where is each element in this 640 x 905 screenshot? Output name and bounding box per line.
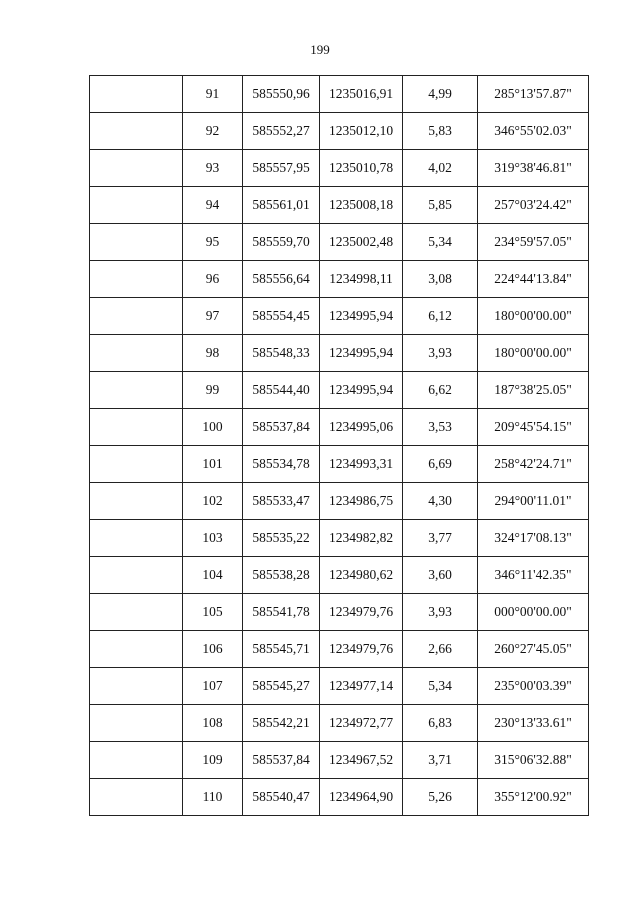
table-row [90, 298, 589, 335]
point-number-cell: 102 [183, 483, 243, 520]
distance-cell: 5,34 [403, 224, 478, 261]
row-blank-cell [90, 76, 183, 113]
direction-angle-cell: 000°00'00.00" [478, 594, 589, 631]
y-coordinate-cell: 1234995,94 [320, 335, 403, 372]
row-blank-cell [90, 150, 183, 187]
table-row [90, 409, 589, 446]
distance-cell: 5,85 [403, 187, 478, 224]
x-coordinate-cell: 585535,22 [243, 520, 320, 557]
table-row [90, 335, 589, 372]
distance-cell: 6,69 [403, 446, 478, 483]
point-number-cell: 108 [183, 705, 243, 742]
point-number-cell: 94 [183, 187, 243, 224]
direction-angle-cell: 260°27'45.05" [478, 631, 589, 668]
direction-angle-cell: 324°17'08.13" [478, 520, 589, 557]
distance-cell: 6,62 [403, 372, 478, 409]
coordinates-table [89, 75, 589, 816]
distance-cell: 3,08 [403, 261, 478, 298]
direction-angle-cell: 230°13'33.61" [478, 705, 589, 742]
direction-angle-cell: 285°13'57.87" [478, 76, 589, 113]
row-blank-cell [90, 631, 183, 668]
table-row [90, 187, 589, 224]
x-coordinate-cell: 585533,47 [243, 483, 320, 520]
table-row [90, 631, 589, 668]
direction-angle-cell: 258°42'24.71" [478, 446, 589, 483]
point-number-cell: 92 [183, 113, 243, 150]
row-blank-cell [90, 409, 183, 446]
x-coordinate-cell: 585556,64 [243, 261, 320, 298]
table-row [90, 113, 589, 150]
row-blank-cell [90, 372, 183, 409]
table-row [90, 705, 589, 742]
table-row [90, 150, 589, 187]
point-number-cell: 103 [183, 520, 243, 557]
point-number-cell: 95 [183, 224, 243, 261]
x-coordinate-cell: 585541,78 [243, 594, 320, 631]
y-coordinate-cell: 1234995,94 [320, 298, 403, 335]
direction-angle-cell: 180°00'00.00" [478, 298, 589, 335]
row-blank-cell [90, 705, 183, 742]
point-number-cell: 100 [183, 409, 243, 446]
direction-angle-cell: 319°38'46.81" [478, 150, 589, 187]
direction-angle-cell: 235°00'03.39" [478, 668, 589, 705]
distance-cell: 3,53 [403, 409, 478, 446]
y-coordinate-cell: 1234980,62 [320, 557, 403, 594]
y-coordinate-cell: 1235016,91 [320, 76, 403, 113]
direction-angle-cell: 294°00'11.01" [478, 483, 589, 520]
y-coordinate-cell: 1234979,76 [320, 594, 403, 631]
x-coordinate-cell: 585557,95 [243, 150, 320, 187]
row-blank-cell [90, 520, 183, 557]
x-coordinate-cell: 585537,84 [243, 742, 320, 779]
x-coordinate-cell: 585561,01 [243, 187, 320, 224]
x-coordinate-cell: 585559,70 [243, 224, 320, 261]
point-number-cell: 101 [183, 446, 243, 483]
y-coordinate-cell: 1234972,77 [320, 705, 403, 742]
distance-cell: 3,77 [403, 520, 478, 557]
row-blank-cell [90, 298, 183, 335]
y-coordinate-cell: 1234998,11 [320, 261, 403, 298]
y-coordinate-cell: 1235012,10 [320, 113, 403, 150]
point-number-cell: 98 [183, 335, 243, 372]
table-row [90, 483, 589, 520]
distance-cell: 5,83 [403, 113, 478, 150]
table-row [90, 668, 589, 705]
row-blank-cell [90, 224, 183, 261]
row-blank-cell [90, 779, 183, 816]
point-number-cell: 104 [183, 557, 243, 594]
distance-cell: 6,12 [403, 298, 478, 335]
x-coordinate-cell: 585545,27 [243, 668, 320, 705]
direction-angle-cell: 209°45'54.15" [478, 409, 589, 446]
point-number-cell: 96 [183, 261, 243, 298]
point-number-cell: 93 [183, 150, 243, 187]
row-blank-cell [90, 113, 183, 150]
direction-angle-cell: 315°06'32.88" [478, 742, 589, 779]
table-row [90, 779, 589, 816]
x-coordinate-cell: 585545,71 [243, 631, 320, 668]
distance-cell: 4,99 [403, 76, 478, 113]
row-blank-cell [90, 557, 183, 594]
y-coordinate-cell: 1235010,78 [320, 150, 403, 187]
point-number-cell: 97 [183, 298, 243, 335]
x-coordinate-cell: 585534,78 [243, 446, 320, 483]
distance-cell: 3,93 [403, 335, 478, 372]
point-number-cell: 105 [183, 594, 243, 631]
row-blank-cell [90, 446, 183, 483]
point-number-cell: 107 [183, 668, 243, 705]
x-coordinate-cell: 585550,96 [243, 76, 320, 113]
distance-cell: 4,30 [403, 483, 478, 520]
distance-cell: 3,71 [403, 742, 478, 779]
row-blank-cell [90, 187, 183, 224]
direction-angle-cell: 180°00'00.00" [478, 335, 589, 372]
x-coordinate-cell: 585548,33 [243, 335, 320, 372]
row-blank-cell [90, 335, 183, 372]
row-blank-cell [90, 261, 183, 298]
point-number-cell: 109 [183, 742, 243, 779]
direction-angle-cell: 187°38'25.05" [478, 372, 589, 409]
distance-cell: 5,34 [403, 668, 478, 705]
x-coordinate-cell: 585552,27 [243, 113, 320, 150]
point-number-cell: 110 [183, 779, 243, 816]
table-row [90, 446, 589, 483]
distance-cell: 3,60 [403, 557, 478, 594]
y-coordinate-cell: 1234986,75 [320, 483, 403, 520]
table-row [90, 76, 589, 113]
table-row [90, 557, 589, 594]
y-coordinate-cell: 1234993,31 [320, 446, 403, 483]
row-blank-cell [90, 742, 183, 779]
y-coordinate-cell: 1234995,06 [320, 409, 403, 446]
y-coordinate-cell: 1234995,94 [320, 372, 403, 409]
x-coordinate-cell: 585538,28 [243, 557, 320, 594]
direction-angle-cell: 346°55'02.03" [478, 113, 589, 150]
y-coordinate-cell: 1235002,48 [320, 224, 403, 261]
row-blank-cell [90, 668, 183, 705]
direction-angle-cell: 234°59'57.05" [478, 224, 589, 261]
point-number-cell: 91 [183, 76, 243, 113]
page-number: 199 [310, 42, 330, 57]
coordinates-table-body [90, 76, 589, 816]
x-coordinate-cell: 585537,84 [243, 409, 320, 446]
direction-angle-cell: 224°44'13.84" [478, 261, 589, 298]
row-blank-cell [90, 594, 183, 631]
table-row [90, 520, 589, 557]
point-number-cell: 99 [183, 372, 243, 409]
distance-cell: 6,83 [403, 705, 478, 742]
distance-cell: 5,26 [403, 779, 478, 816]
x-coordinate-cell: 585554,45 [243, 298, 320, 335]
table-row [90, 594, 589, 631]
y-coordinate-cell: 1234982,82 [320, 520, 403, 557]
x-coordinate-cell: 585544,40 [243, 372, 320, 409]
distance-cell: 2,66 [403, 631, 478, 668]
distance-cell: 3,93 [403, 594, 478, 631]
point-number-cell: 106 [183, 631, 243, 668]
direction-angle-cell: 257°03'24.42" [478, 187, 589, 224]
table-row [90, 261, 589, 298]
y-coordinate-cell: 1234967,52 [320, 742, 403, 779]
y-coordinate-cell: 1234977,14 [320, 668, 403, 705]
y-coordinate-cell: 1235008,18 [320, 187, 403, 224]
direction-angle-cell: 355°12'00.92" [478, 779, 589, 816]
table-row [90, 742, 589, 779]
distance-cell: 4,02 [403, 150, 478, 187]
y-coordinate-cell: 1234964,90 [320, 779, 403, 816]
row-blank-cell [90, 483, 183, 520]
direction-angle-cell: 346°11'42.35" [478, 557, 589, 594]
x-coordinate-cell: 585540,47 [243, 779, 320, 816]
table-row [90, 224, 589, 261]
table-row [90, 372, 589, 409]
x-coordinate-cell: 585542,21 [243, 705, 320, 742]
y-coordinate-cell: 1234979,76 [320, 631, 403, 668]
